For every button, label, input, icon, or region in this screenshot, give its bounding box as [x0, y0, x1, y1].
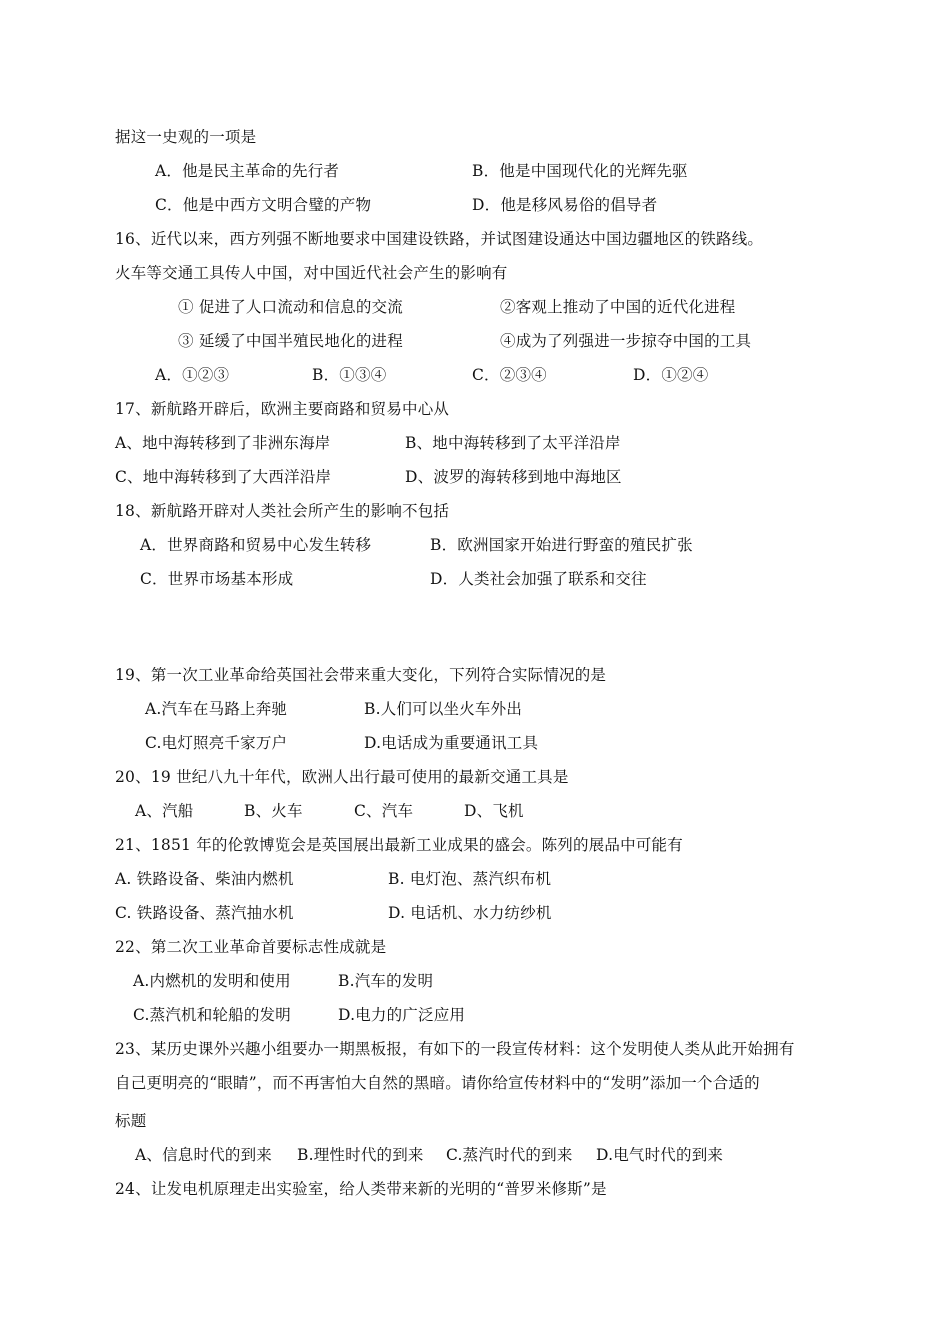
q15-stem-tail: 据这一史观的一项是 [115, 128, 257, 146]
q17-option-c: C、地中海转移到了大西洋沿岸 [115, 468, 332, 486]
q16-stem-line2: 火车等交通工具传人中国，对中国近代社会产生的影响有 [115, 264, 508, 282]
q21-option-d: D. 电话机、水力纺纱机 [388, 904, 552, 922]
q23-option-a: A、信息时代的到来 [135, 1146, 272, 1164]
q24-stem: 24、让发电机原理走出实验室，给人类带来新的光明的“普罗米修斯”是 [115, 1180, 607, 1198]
q17-option-a: A、地中海转移到了非洲东海岸 [115, 434, 331, 452]
q18-option-b: B．欧洲国家开始进行野蛮的殖民扩张 [430, 536, 693, 554]
q20-option-a: A、汽船 [135, 802, 194, 820]
q21-option-b: B. 电灯泡、蒸汽织布机 [388, 870, 552, 888]
q15-option-a: A．他是民主革命的先行者 [155, 162, 340, 180]
q16-option-a: A．①②③ [155, 366, 230, 384]
q23-option-c: C.蒸汽时代的到来 [446, 1146, 573, 1164]
q16-item-3: ③ 延缓了中国半殖民地化的进程 [178, 332, 403, 350]
q16-item-4: ④成为了列强进一步掠夺中国的工具 [500, 332, 752, 350]
q19-option-d: D.电话成为重要通讯工具 [364, 734, 539, 752]
q16-item-1: ① 促进了人口流动和信息的交流 [178, 298, 403, 316]
q16-item-2: ②客观上推动了中国的近代化进程 [500, 298, 736, 316]
q20-option-d: D、飞机 [464, 802, 524, 820]
q18-option-c: C．世界市场基本形成 [140, 570, 294, 588]
q17-stem: 17、新航路开辟后，欧洲主要商路和贸易中心从 [115, 400, 450, 418]
q19-option-a: A.汽车在马路上奔驰 [145, 700, 288, 718]
q18-stem: 18、新航路开辟对人类社会所产生的影响不包括 [115, 502, 450, 520]
q19-stem: 19、第一次工业革命给英国社会带来重大变化，下列符合实际情况的是 [115, 666, 607, 684]
q20-option-b: B、火车 [244, 802, 303, 820]
q22-option-b: B.汽车的发明 [338, 972, 434, 990]
q16-stem-line1: 16、近代以来，西方列强不断地要求中国建设铁路，并试图建设通达中国边疆地区的铁路线。 [115, 230, 764, 248]
q16-option-d: D．①②④ [633, 366, 709, 384]
q22-option-a: A.内燃机的发明和使用 [133, 972, 291, 990]
q22-stem: 22、第二次工业革命首要标志性成就是 [115, 938, 387, 956]
q16-option-c: C．②③④ [472, 366, 547, 384]
q16-option-b: B．①③④ [312, 366, 387, 384]
q17-option-d: D、波罗的海转移到地中海地区 [405, 468, 622, 486]
q15-option-c: C．他是中西方文明合璧的产物 [155, 196, 372, 214]
q21-stem: 21、1851 年的伦敦博览会是英国展出最新工业成果的盛会。陈列的展品中可能有 [115, 836, 683, 854]
q17-option-b: B、地中海转移到了太平洋沿岸 [405, 434, 621, 452]
q22-option-c: C.蒸汽机和轮船的发明 [133, 1006, 291, 1024]
q15-option-d: D．他是移风易俗的倡导者 [472, 196, 658, 214]
q15-option-b: B．他是中国现代化的光辉先驱 [472, 162, 688, 180]
q23-option-b: B.理性时代的到来 [297, 1146, 424, 1164]
q21-option-a: A. 铁路设备、柴油内燃机 [115, 870, 294, 888]
q23-option-d: D.电气时代的到来 [596, 1146, 724, 1164]
q23-stem-line3: 标题 [115, 1112, 147, 1130]
q23-stem-line1: 23、某历史课外兴趣小组要办一期黑板报，有如下的一段宣传材料：这个发明使人类从此开始拥有 [115, 1040, 795, 1058]
q20-option-c: C、汽车 [354, 802, 414, 820]
q18-option-a: A．世界商路和贸易中心发生转移 [140, 536, 372, 554]
q21-option-c: C. 铁路设备、蒸汽抽水机 [115, 904, 294, 922]
q23-stem-line2: 自己更明亮的“眼睛”，而不再害怕大自然的黑暗。请你给宣传材料中的“发明”添加一个合适的 [115, 1074, 760, 1092]
q18-option-d: D．人类社会加强了联系和交往 [430, 570, 647, 588]
q19-option-c: C.电灯照亮千家万户 [145, 734, 288, 752]
q19-option-b: B.人们可以坐火车外出 [364, 700, 523, 718]
q20-stem: 20、19 世纪八九十年代，欧洲人出行最可使用的最新交通工具是 [115, 768, 569, 786]
q22-option-d: D.电力的广泛应用 [338, 1006, 466, 1024]
